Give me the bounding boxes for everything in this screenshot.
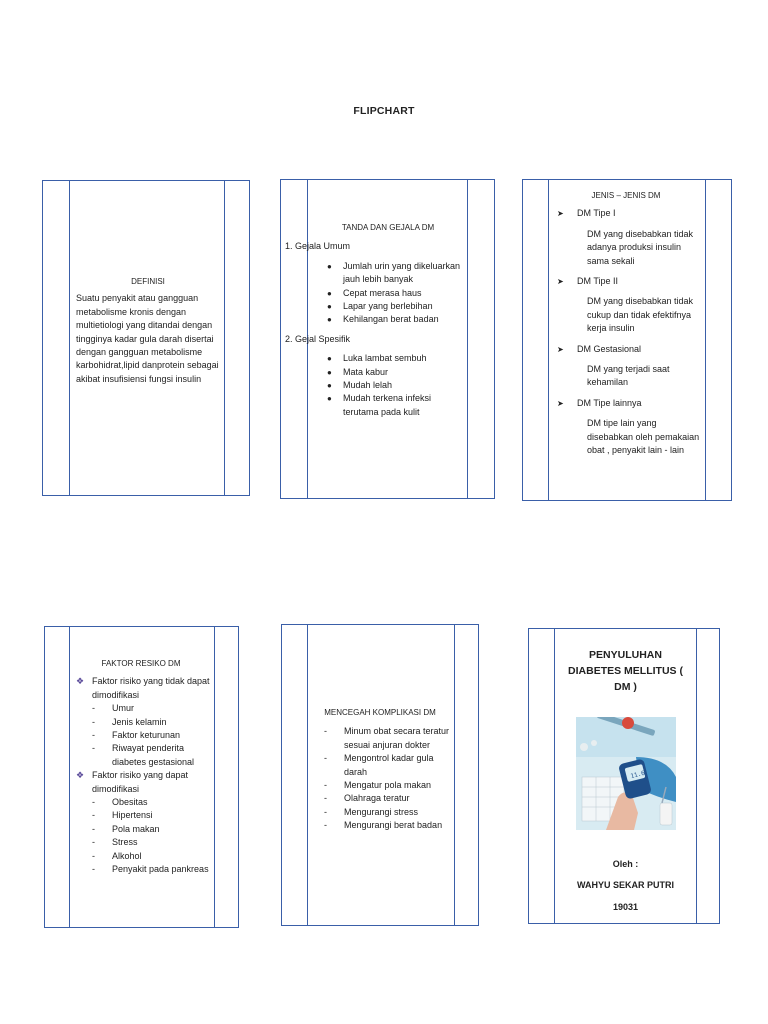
gejala-umum-title: 1. Gejala Umum <box>285 241 351 252</box>
list-item: ● Mudah lelah <box>327 380 393 391</box>
jenis-type-3-desc: DM yang terjadi saat kehamilan <box>587 364 670 388</box>
card-cover <box>528 628 720 924</box>
list-item: - Mengontrol kadar gula darah <box>324 753 434 777</box>
cover-nim: 19031 <box>612 901 639 912</box>
list-item: ● Jumlah urin yang dikeluarkan jauh lebih banyak <box>327 260 461 285</box>
list-item: - Faktor keturunan <box>92 730 181 741</box>
list-item: - Penyakit pada pankreas <box>92 864 209 875</box>
definisi-text: Suatu penyakit atau gangguan metabolisme kronis dengan multietiologi yang ditandai dengan tingginya kadar gula darah disertai dengan gangguan metabolisme karbohidrat,lipid danprotein sebagai akibat insufisiensi fungsi insulin <box>76 293 219 384</box>
list-item: ● Luka lambat sembuh <box>327 353 427 364</box>
faktor-group-2-title: ❖ Faktor risiko yang dapat dimodifikasi <box>76 770 189 794</box>
cover-author: WAHYU SEKAR PUTRI <box>576 880 674 891</box>
list-item: - Stress <box>92 837 138 848</box>
jenis-type-2-desc: DM yang disebabkan tidak cukup dan tidak efektifnya kerja insulin <box>587 296 694 334</box>
list-item: ● Mudah terkena infeksi terutama pada kulit <box>327 393 432 417</box>
faktor-group-1-title: ❖ Faktor risiko yang tidak dapat dimodifikasi <box>76 676 210 700</box>
list-item: - Mengurangi stress <box>324 806 419 817</box>
cover-photo <box>576 717 676 830</box>
mencegah-heading: MENCEGAH KOMPLIKASI DM <box>324 708 436 717</box>
page-title: FLIPCHART <box>353 105 415 117</box>
faktor-group-1-list <box>70 702 212 769</box>
jenis-type-1: ➤ DM Tipe I <box>557 208 616 219</box>
glucometer-photo <box>576 717 676 830</box>
faktor-group-2-list <box>70 796 212 876</box>
jenis-type-2: ➤ DM Tipe II <box>557 276 619 287</box>
jenis-type-4: ➤ DM Tipe lainnya <box>557 397 642 408</box>
jenis-type-1-desc: DM yang disebabkan tidak adanya produksi insulin sama sekali <box>587 228 694 266</box>
list-item: - Mengurangi berat badan <box>324 820 443 831</box>
tanda-heading: TANDA DAN GEJALA DM <box>341 223 435 232</box>
gejala-spesifik-list <box>313 352 463 419</box>
faktor-heading: FAKTOR RESIKO DM <box>101 659 181 668</box>
jenis-heading: JENIS – JENIS DM <box>591 191 661 200</box>
card-faktor-resiko <box>44 626 239 928</box>
list-item: - Obesitas <box>92 797 148 808</box>
jenis-type-4-desc: DM tipe lain yang disebabkan oleh pemakaian obat , penyakit lain - lain <box>587 418 700 456</box>
list-item: ● Cepat merasa haus <box>327 287 422 298</box>
card-jenis-dm <box>522 179 732 501</box>
jenis-type-3: ➤ DM Gestasional <box>557 343 642 354</box>
list-item: - Riwayat penderita diabetes gestasional <box>92 743 195 767</box>
glucometer-reading: 11.6 <box>629 769 646 781</box>
cover-oleh: Oleh : <box>612 859 639 869</box>
list-item: - Jenis kelamin <box>92 716 167 727</box>
list-item: ● Lapar yang berlebihan <box>327 301 433 312</box>
list-item: - Umur <box>92 703 134 714</box>
definisi-heading: DEFINISI <box>131 277 165 286</box>
gejala-spesifik-title: 2. Gejal Spesifik <box>285 333 351 344</box>
list-item: - Hipertensi <box>92 810 153 821</box>
list-item: - Mengatur pola makan <box>324 780 432 791</box>
list-item: - Alkohol <box>92 850 142 861</box>
list-item: ● Mata kabur <box>327 366 389 377</box>
gejala-umum-list <box>313 260 463 327</box>
list-item: - Pola makan <box>92 823 160 834</box>
list-item: - Olahraga teratur <box>324 793 410 804</box>
card-definisi <box>42 180 250 496</box>
list-item: ● Kehilangan berat badan <box>327 314 439 325</box>
cover-title: PENYULUHAN DIABETES MELLITUS ( DM ) <box>568 649 683 693</box>
list-item: - Minum obat secara teratur sesuai anjuran dokter <box>324 726 450 750</box>
mencegah-list <box>308 725 452 832</box>
card-mencegah-komplikasi <box>281 624 479 926</box>
card-tanda-gejala <box>280 179 495 499</box>
